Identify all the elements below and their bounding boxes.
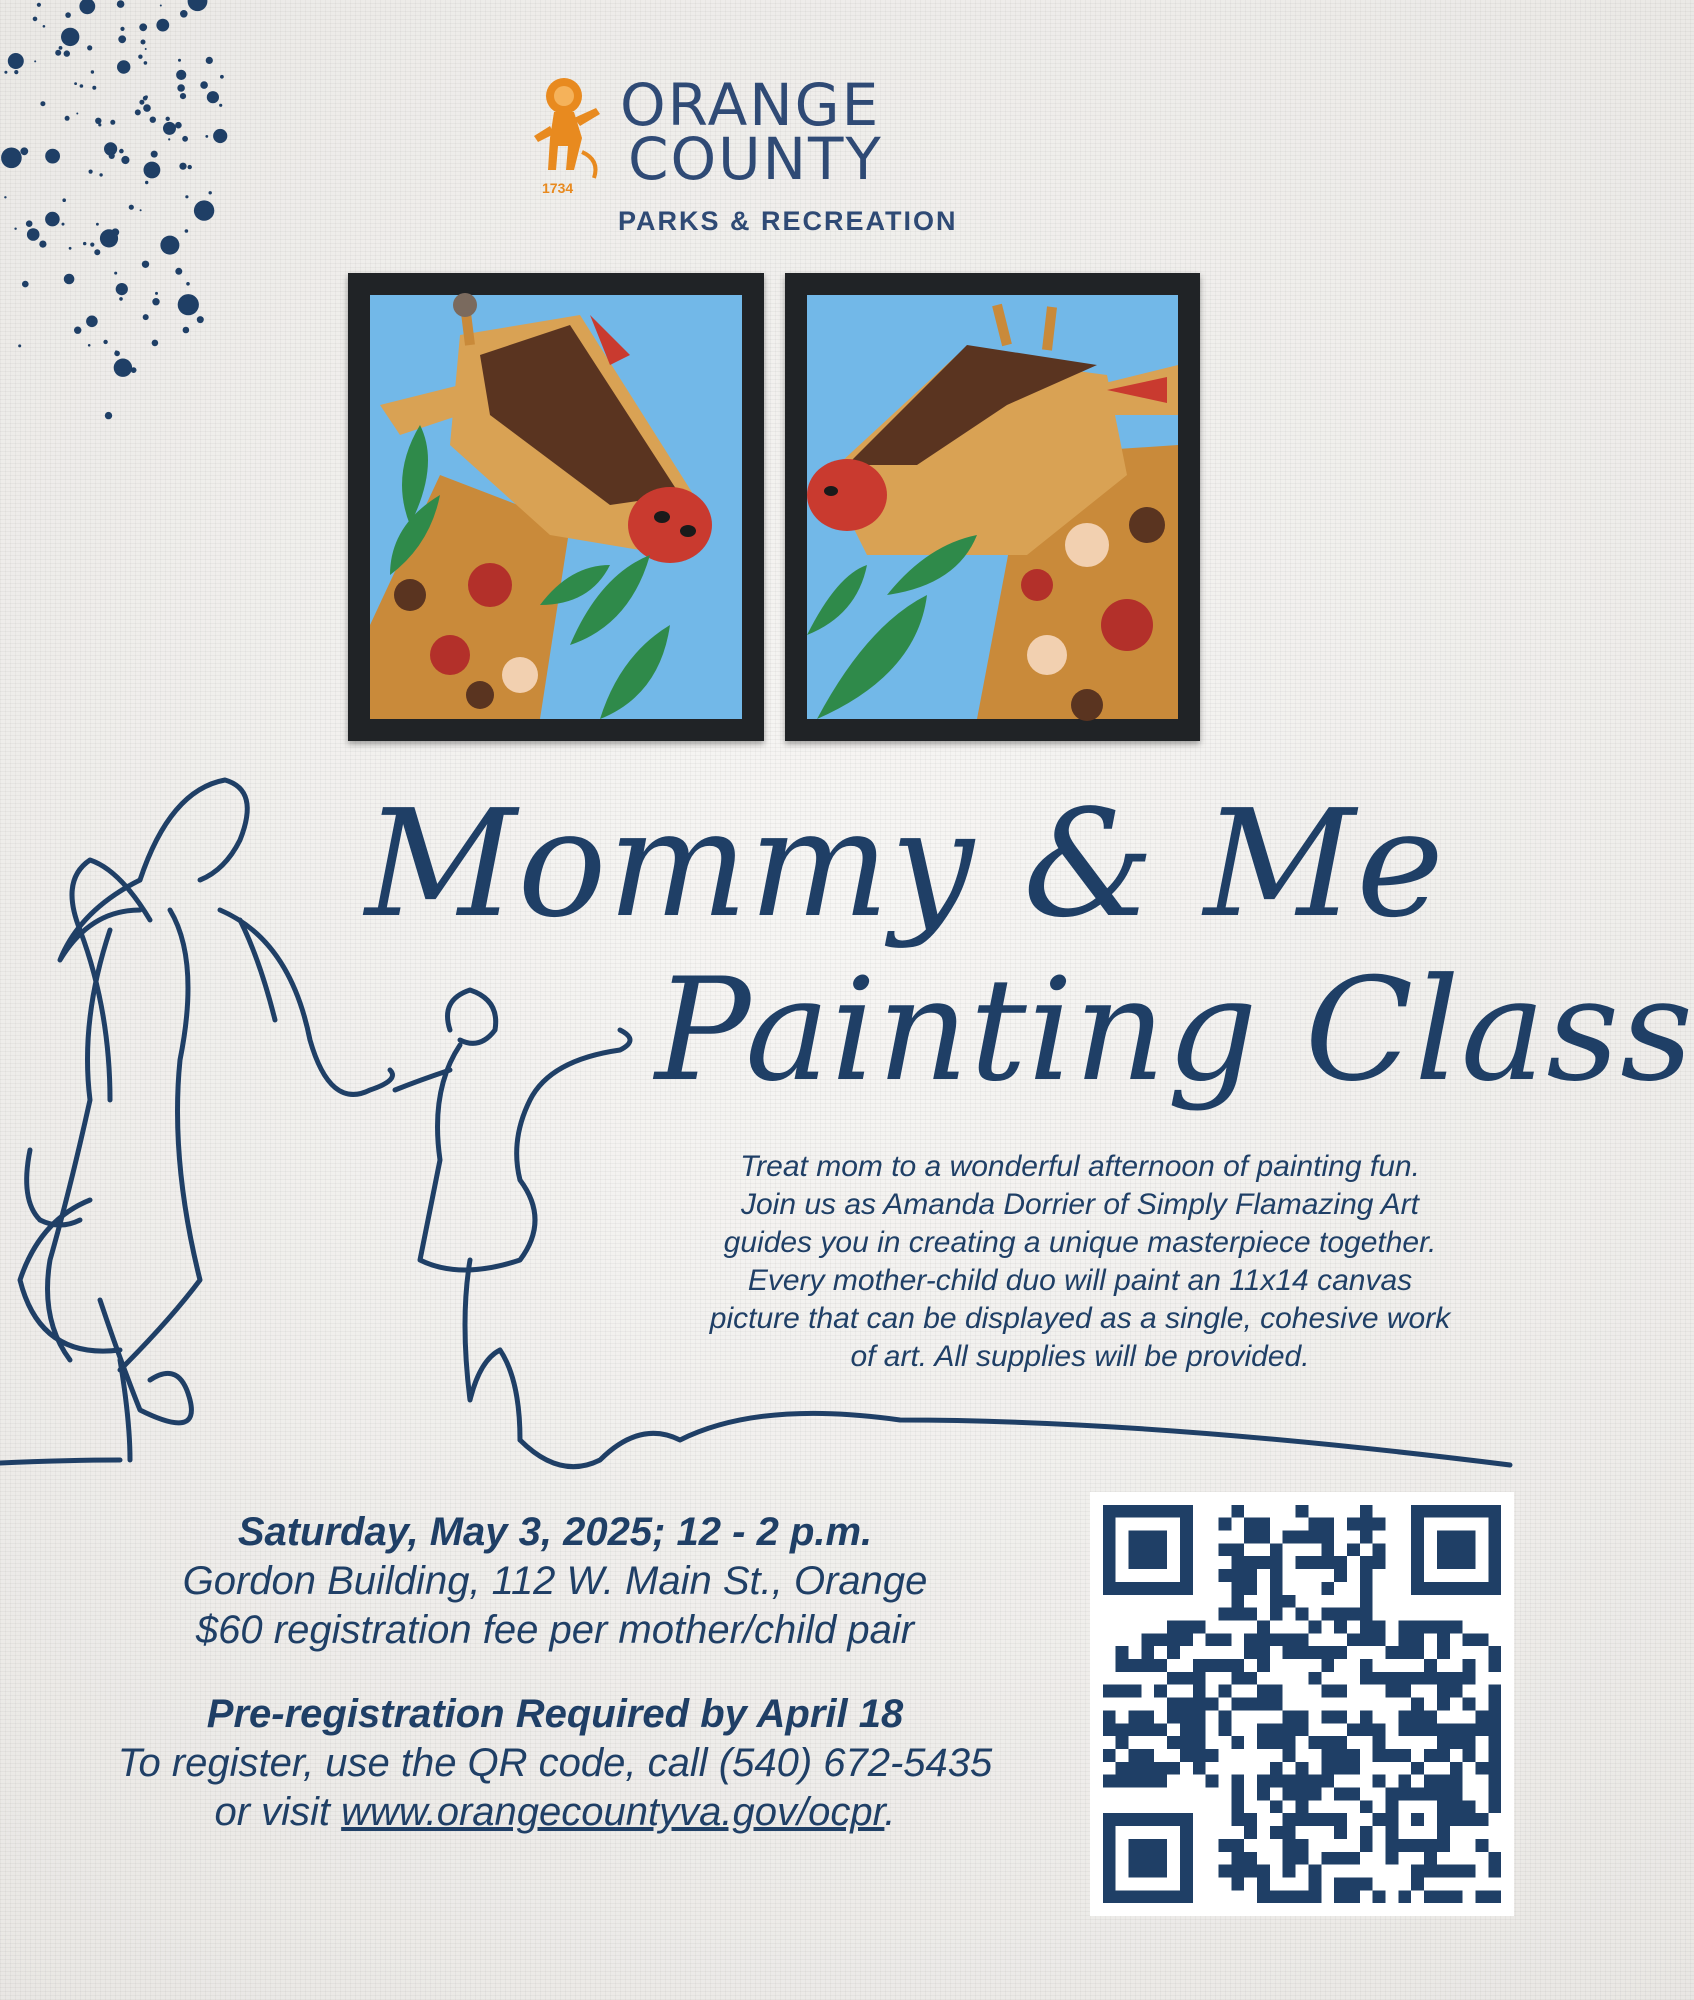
qr-code-graphic bbox=[1090, 1492, 1514, 1916]
logo-year: 1734 bbox=[542, 180, 574, 196]
visit-suffix: . bbox=[884, 1789, 896, 1834]
lion-rampant-icon bbox=[528, 74, 608, 184]
event-location: Gordon Building, 112 W. Main St., Orange bbox=[182, 1558, 928, 1603]
event-date-time: Saturday, May 3, 2025; 12 - 2 p.m. bbox=[237, 1510, 873, 1554]
visit-prefix: or visit bbox=[214, 1789, 342, 1834]
qr-code[interactable] bbox=[1090, 1492, 1514, 1916]
description-line: picture that can be displayed as a single, cohesive work bbox=[709, 1302, 1451, 1335]
giraffe-painting-left bbox=[370, 295, 742, 719]
visit-line bbox=[40, 1788, 1070, 1837]
event-fee: $60 registration fee per mother/child pair bbox=[195, 1607, 915, 1652]
title-line1: Mommy & Me bbox=[365, 778, 1445, 950]
description-line: Every mother-child duo will paint an 11x14 canvas bbox=[747, 1264, 1413, 1297]
organization-logo bbox=[528, 70, 1028, 240]
giraffe-painting-right bbox=[807, 295, 1178, 719]
logo-text-orange: ORANGE bbox=[620, 71, 881, 139]
description bbox=[640, 1148, 1520, 1376]
logo-subtitle: PARKS & RECREATION bbox=[618, 206, 958, 236]
painting-right bbox=[785, 273, 1200, 741]
description-line: of art. All supplies will be provided. bbox=[850, 1340, 1310, 1373]
logo-text-county: COUNTY bbox=[628, 125, 883, 193]
painting-left bbox=[348, 273, 764, 741]
title-line2: Painting Class bbox=[655, 948, 1694, 1113]
description-line: Treat mom to a wonderful afternoon of painting fun. bbox=[740, 1150, 1420, 1183]
preregistration-deadline: Pre-registration Required by April 18 bbox=[206, 1692, 904, 1737]
description-line: Join us as Amanda Dorrier of Simply Flamazing Art bbox=[740, 1188, 1420, 1221]
description-line: guides you in creating a unique masterpiece together. bbox=[723, 1226, 1437, 1259]
website-link[interactable]: www.orangecountyva.gov/ocpr bbox=[341, 1789, 885, 1834]
register-instructions: To register, use the QR code, call (540) 672-5435 bbox=[117, 1741, 993, 1786]
event-info bbox=[40, 1508, 1070, 1837]
